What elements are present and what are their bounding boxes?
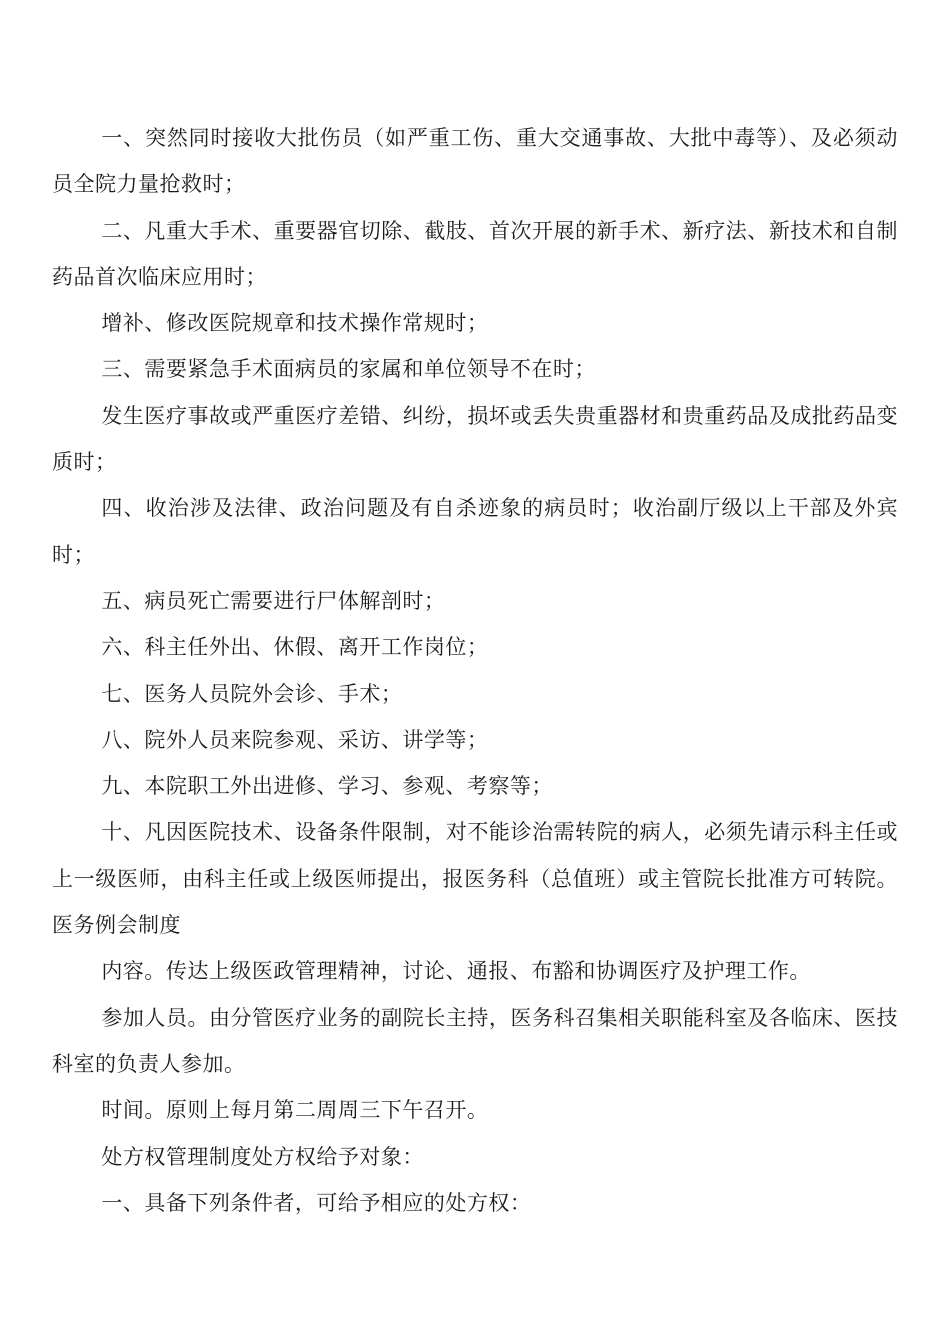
paragraph-12: 十、凡因医院技术、设备条件限制，对不能诊治需转院的病人，必须先请示科主任或上一级医师，由科主任或上级医师提出，报医务科（总值班）或主管院长批准方可转院。医务例会制度 <box>52 820 898 938</box>
paragraph-2: 二、凡重大手术、重要器官切除、截肢、首次开展的新手术、新疗法、新技术和自制药品首次临床应用时； <box>52 218 898 289</box>
paragraph-13: 内容。传达上级医政管理精神，讨论、通报、布豁和协调医疗及护理工作。 <box>101 959 811 984</box>
document-page <box>52 115 898 1226</box>
paragraph-17: 一、具备下列条件者，可给予相应的处方权： <box>101 1190 532 1215</box>
paragraph-5: 发生医疗事故或严重医疗差错、纠纷，损坏或丢失贵重器材和贵重药品及成批药品变质时； <box>52 403 898 475</box>
paragraph-7: 五、病员死亡需要进行尸体解剖时； <box>101 588 446 613</box>
paragraph-15: 时间。原则上每月第二周周三下午召开。 <box>101 1098 489 1123</box>
paragraph-11: 九、本院职工外出进修、学习、参观、考察等； <box>101 774 553 799</box>
paragraph-10: 八、院外人员来院参观、采访、讲学等； <box>101 727 489 752</box>
paragraph-4: 三、需要紧急手术面病员的家属和单位领导不在时； <box>101 357 596 382</box>
paragraph-8: 六、科主任外出、休假、离开工作岗位； <box>101 635 489 660</box>
paragraph-6: 四、收治涉及法律、政治问题及有自杀迹象的病员时；收治副厅级以上干部及外宾时； <box>52 496 898 567</box>
paragraph-14: 参加人员。由分管医疗业务的副院长主持，医务科召集相关职能科室及各临床、医技科室的负责人参加。 <box>52 1005 898 1076</box>
paragraph-16: 处方权管理制度处方权给予对象： <box>101 1144 424 1169</box>
paragraph-9: 七、医务人员院外会诊、手术； <box>101 681 403 706</box>
paragraph-3: 增补、修改医院规章和技术操作常规时； <box>101 311 489 336</box>
paragraph-1: 一、突然同时接收大批伤员（如严重工伤、重大交通事故、大批中毒等）、及必须动员全院力量抢救时； <box>52 126 898 197</box>
